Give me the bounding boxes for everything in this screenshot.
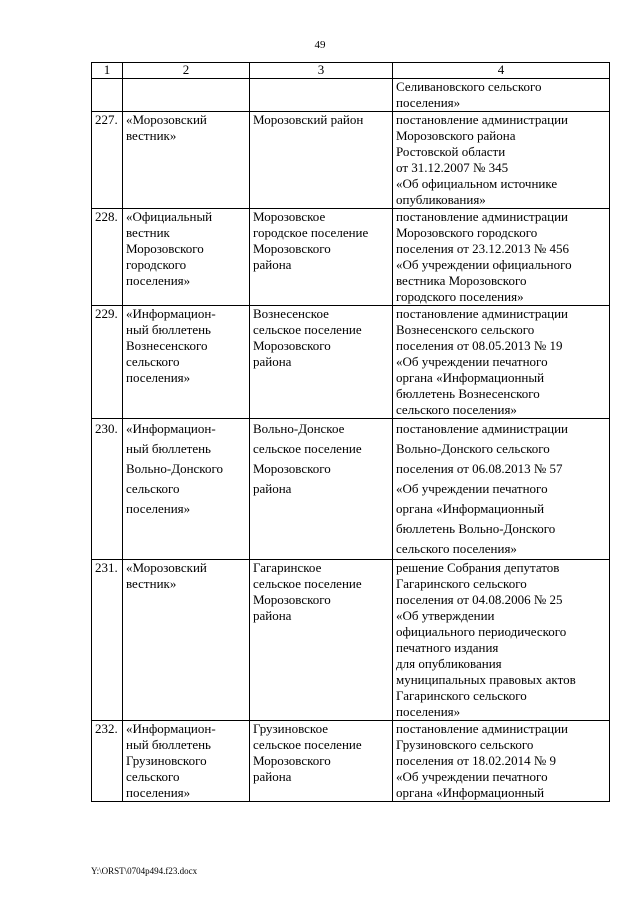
cell-text-line: официального периодического [396,624,567,639]
cell-text-line: Морозовского [253,241,331,256]
publication-name-cell [123,112,250,209]
cell-text-line: сельское поселение [253,322,362,337]
file-path-footer: Y:\ORST\0704p494.f23.docx [91,866,198,876]
cell-text-line: Морозовского [253,592,331,607]
cell-text-line: Вольно-Донского сельского [396,441,550,456]
cell-text-line: «Морозовский [126,112,207,127]
cell-text-line: Морозовское [253,209,326,224]
row-number: 229. [92,306,123,419]
cell-text-line: городское поселение [253,225,369,240]
cell-text-line: Вольно-Донского [126,461,223,476]
cell-text-line: вестник» [126,128,177,143]
cell-text-line: «Об учреждении печатного [396,354,548,369]
cell-text-line: «Об учреждении печатного [396,769,548,784]
table-row [92,560,610,721]
cell-text-line: Грузиновского сельского [396,737,534,752]
cell-text-line: городского [126,257,187,272]
cell-text-line: сельское поселение [253,737,362,752]
page-number: 49 [314,39,326,51]
cell-text-line: органа «Информационный [396,501,545,516]
publication-name-cell [123,419,250,560]
cell-text-line: Грузиновское [253,721,328,736]
cell-text-line: «Морозовский [126,560,207,575]
table-body [92,79,610,802]
cell-text-line: постановление администрации [396,112,569,127]
cell-text-line: Гагаринского сельского [396,576,527,591]
cell-text-line: сельского поселения» [396,541,517,556]
cell-text-line: бюллетень Вольно-Донского [396,521,556,536]
cell-text-line: района [253,257,292,272]
table-row [92,306,610,419]
cell-text-line: «Об утверждении [396,608,495,623]
table-row [92,209,610,306]
territory-cell [250,560,393,721]
cell-text-line: района [253,769,292,784]
cell-text-line: Морозовского [253,753,331,768]
row-number: 227. [92,112,123,209]
cell-text-line: ный бюллетень [126,441,211,456]
legal-act-cell [393,306,610,419]
cell-text-line: Грузиновского [126,753,207,768]
publication-name-cell [123,306,250,419]
cell-text-line: «Об учреждении официального [396,257,572,272]
cell-text-line: Морозовский район [253,112,364,127]
legal-act-cell [393,79,610,112]
cell-text-line: «Информацион- [126,306,216,321]
cell-text-line: Вознесенского [126,338,208,353]
cell-text-line: сельское поселение [253,441,362,456]
cell-text-line: органа «Информационный [396,785,545,800]
legal-act-cell [393,721,610,802]
cell-text-line: поселения» [126,370,191,385]
cell-text-line: постановление администрации [396,421,569,436]
territory-cell [250,112,393,209]
column-header: 3 [250,63,393,79]
cell-text-line: опубликования» [396,192,486,207]
cell-text-line: муниципальных правовых актов [396,672,576,687]
cell-text-line: вестника Морозовского [396,273,527,288]
table-row [92,419,610,560]
cell-text-line: района [253,481,292,496]
cell-text-line: от 31.12.2007 № 345 [396,160,509,175]
territory-cell [250,79,393,112]
cell-text-line: поселения от 04.08.2006 № 25 [396,592,563,607]
row-number: 228. [92,209,123,306]
cell-text-line: сельского [126,481,180,496]
cell-text-line: Морозовского [253,461,331,476]
column-header: 4 [393,63,610,79]
cell-text-line: сельского [126,769,180,784]
row-number: 231. [92,560,123,721]
territory-cell [250,306,393,419]
header-row [92,63,610,79]
cell-text-line: Морозовского района [396,128,516,143]
legal-act-cell [393,419,610,560]
territory-cell [250,209,393,306]
cell-text-line: «Информацион- [126,721,216,736]
cell-text-line: Морозовского [253,338,331,353]
registry-table [91,62,610,802]
cell-text-line: для опубликования [396,656,502,671]
publication-name-cell [123,560,250,721]
cell-text-line: постановление администрации [396,209,569,224]
cell-text-line: «Об учреждении печатного [396,481,548,496]
cell-text-line: городского поселения» [396,289,524,304]
cell-text-line: органа «Информационный [396,370,545,385]
row-number: 230. [92,419,123,560]
column-header: 2 [123,63,250,79]
cell-text-line: Селивановского сельского [396,79,542,94]
cell-text-line: поселения» [396,704,461,719]
publication-name-cell [123,79,250,112]
cell-text-line: поселения» [396,95,461,110]
cell-text-line: Гагаринского сельского [396,688,527,703]
cell-text-line: поселения» [126,273,191,288]
cell-text-line: постановление администрации [396,306,569,321]
cell-text-line: вестник [126,225,170,240]
cell-text-line: Ростовской области [396,144,506,159]
cell-text-line: решение Собрания депутатов [396,560,560,575]
column-header: 1 [92,63,123,79]
cell-text-line: «Информацион- [126,421,216,436]
row-number: 232. [92,721,123,802]
row-number [92,79,123,112]
cell-text-line: печатного издания [396,640,499,655]
cell-text-line: района [253,354,292,369]
legal-act-cell [393,209,610,306]
cell-text-line: Гагаринское [253,560,322,575]
legal-act-cell [393,112,610,209]
cell-text-line: постановление администрации [396,721,569,736]
cell-text-line: вестник» [126,576,177,591]
table-row [92,721,610,802]
cell-text-line: района [253,608,292,623]
cell-text-line: Морозовского городского [396,225,538,240]
publication-name-cell [123,209,250,306]
table-row [92,112,610,209]
cell-text-line: Морозовского [126,241,204,256]
cell-text-line: поселения от 06.08.2013 № 57 [396,461,563,476]
cell-text-line: поселения» [126,785,191,800]
cell-text-line: Вознесенское [253,306,329,321]
cell-text-line: поселения от 18.02.2014 № 9 [396,753,557,768]
cell-text-line: «Официальный [126,209,213,224]
publication-name-cell [123,721,250,802]
territory-cell [250,419,393,560]
cell-text-line: поселения от 08.05.2013 № 19 [396,338,563,353]
cell-text-line: Вольно-Донское [253,421,345,436]
cell-text-line: Вознесенского сельского [396,322,535,337]
cell-text-line: поселения от 23.12.2013 № 456 [396,241,570,256]
cell-text-line: ный бюллетень [126,737,211,752]
cell-text-line: сельского поселения» [396,402,517,417]
cell-text-line: сельское поселение [253,576,362,591]
cell-text-line: поселения» [126,501,191,516]
cell-text-line: бюллетень Вознесенского [396,386,540,401]
cell-text-line: ный бюллетень [126,322,211,337]
cell-text-line: «Об официальном источнике [396,176,558,191]
cell-text-line: сельского [126,354,180,369]
legal-act-cell [393,560,610,721]
territory-cell [250,721,393,802]
table-row [92,79,610,112]
